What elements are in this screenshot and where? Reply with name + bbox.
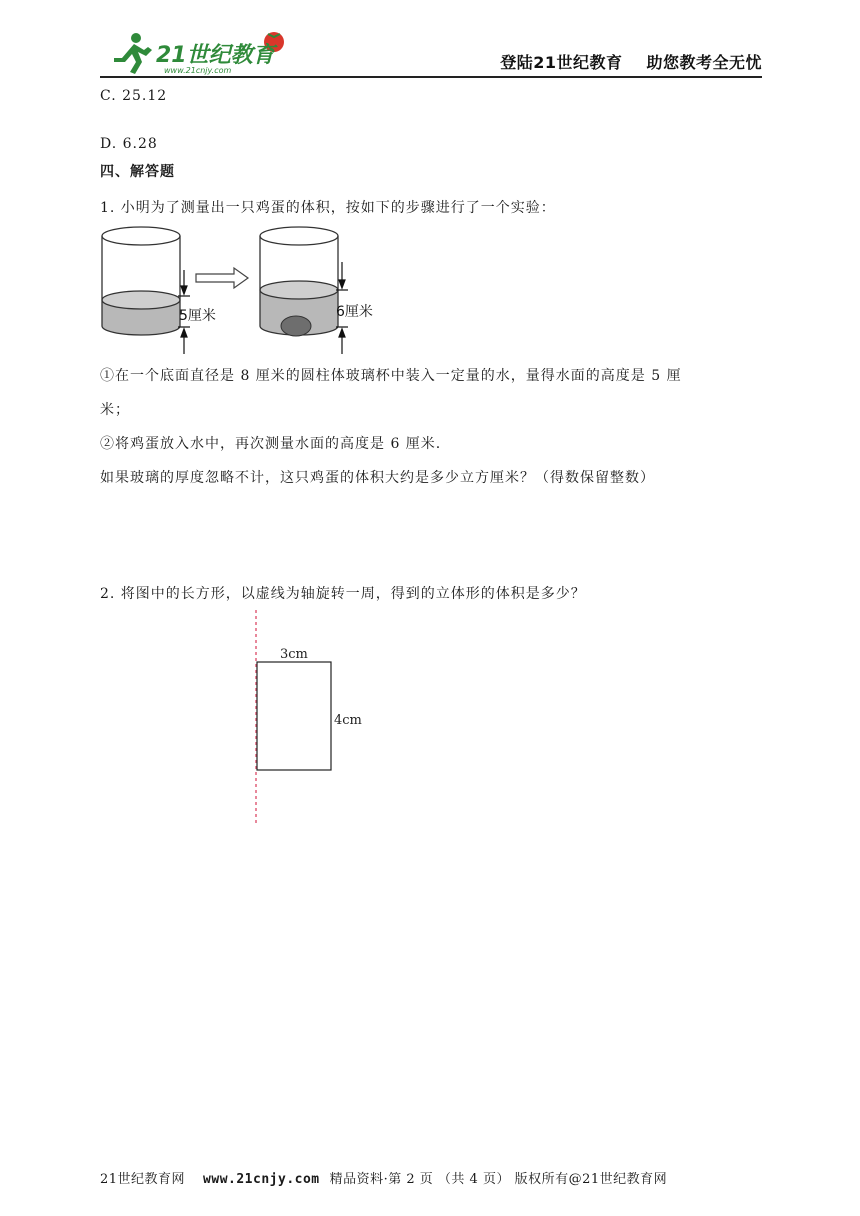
logo-url-text: www.21cnjy.com [164, 66, 232, 75]
option-d: D. 6.28 [100, 136, 158, 152]
option-c: C. 25.12 [100, 88, 168, 104]
cylinder-experiment-figure [96, 222, 396, 362]
q1-step1-line2: 米； [100, 402, 130, 418]
q1-step1-line1: ①在一个底面直径是 8 厘米的圆柱体玻璃杯中装入一定量的水，量得水面的高度是 5 厘 [100, 368, 682, 384]
footer-site: 21世纪教育网 [100, 1172, 186, 1187]
logo-main-text: 21世纪教育 [156, 43, 275, 68]
rectangle-shape [257, 662, 331, 770]
label-6cm: 6厘米 [336, 304, 373, 320]
slogan-right: 助您教考全无忧 [646, 53, 762, 72]
label-5cm: 5厘米 [179, 308, 216, 324]
label-height: 4cm [334, 713, 362, 728]
page-header [100, 28, 762, 80]
q1-step2: ②将鸡蛋放入水中，再次测量水面的高度是 6 厘米. [100, 436, 442, 452]
runner-icon [114, 33, 152, 74]
site-logo [108, 28, 288, 76]
label-width: 3cm [280, 647, 308, 662]
transition-arrow-icon [196, 268, 248, 288]
q1-stem: 1. 小明为了测量出一只鸡蛋的体积，按如下的步骤进行了一个实验： [100, 200, 556, 216]
q2-stem: 2. 将图中的长方形，以虚线为轴旋转一周，得到的立体形的体积是多少？ [100, 586, 586, 602]
section-title: 四、解答题 [100, 164, 175, 180]
cylinder-right [260, 227, 338, 336]
footer-info: 精品资料·第 2 页 （共 4 页） 版权所有@21世纪教育网 [329, 1172, 668, 1187]
rectangle-rotation-figure [240, 610, 380, 830]
page-footer [100, 1168, 667, 1187]
header-slogan [500, 50, 762, 73]
egg-icon [281, 316, 311, 336]
cylinder-left [102, 227, 180, 335]
slogan-left: 登陆21世纪教育 [500, 53, 623, 72]
footer-url[interactable]: www.21cnjy.com [203, 1172, 320, 1187]
header-divider [100, 76, 762, 78]
q1-question: 如果玻璃的厚度忽略不计，这只鸡蛋的体积大约是多少立方厘米？（得数保留整数） [100, 470, 655, 486]
